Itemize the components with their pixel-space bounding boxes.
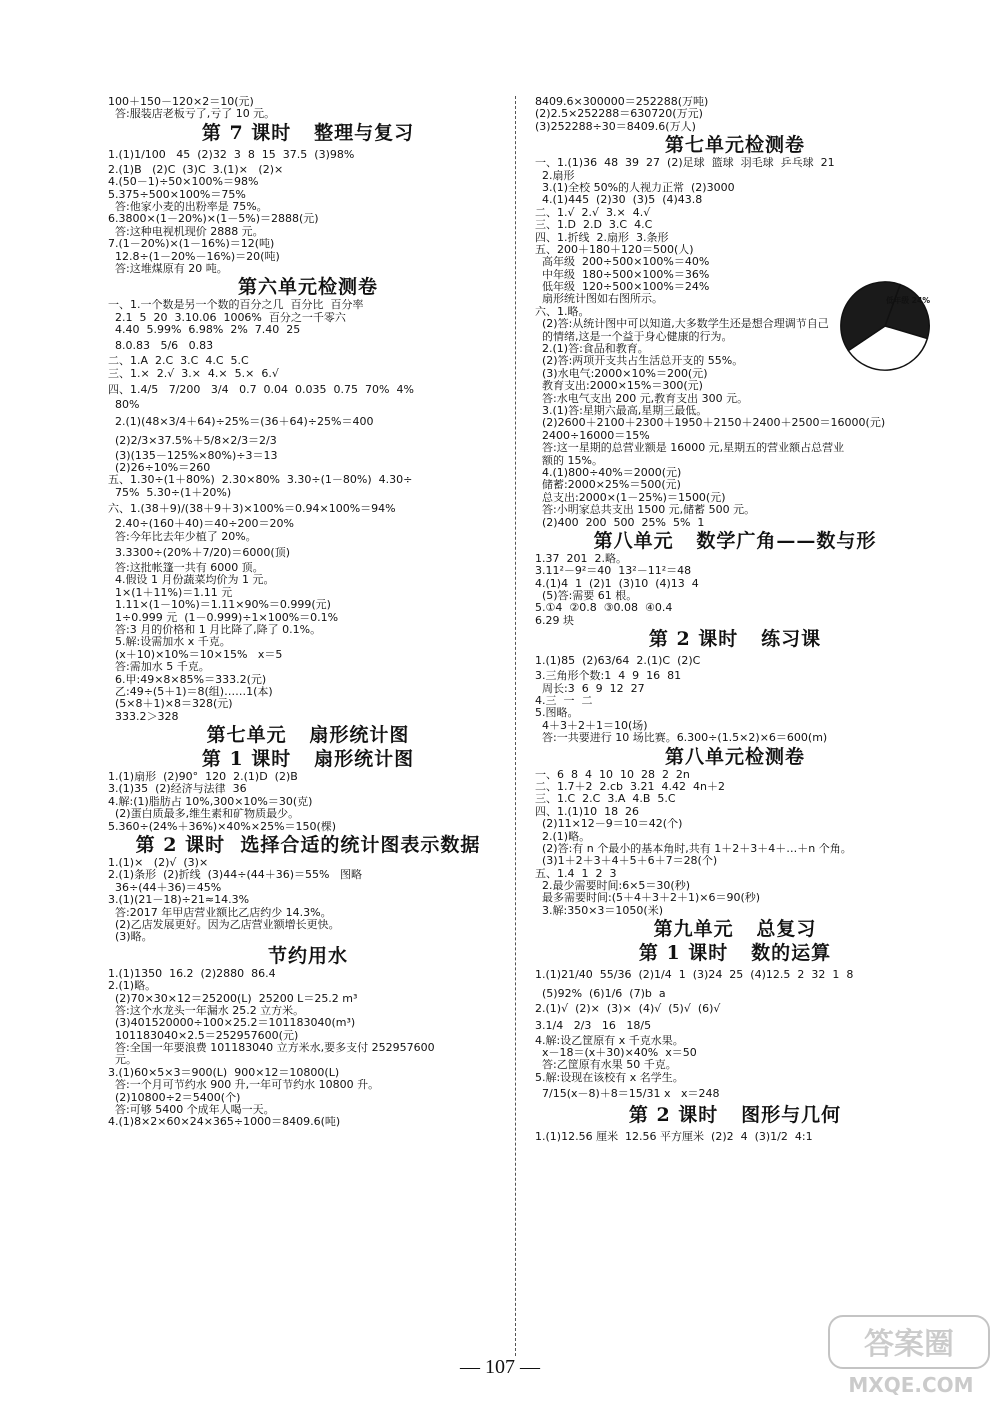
answer-line: 乙:49÷(5＋1)＝8(组)……1(本) (108, 685, 273, 698)
answer-line: 1×(1＋11%)＝1.11 元 (108, 586, 233, 599)
answer-line: 周长:3 6 9 12 27 (535, 682, 645, 695)
answer-line: (3)1＋2＋3＋4＋5＋6＋7＝28(个) (535, 855, 718, 868)
watermark-logo (825, 1310, 995, 1400)
answer-line: 二、1.√ 2.√ 3.× 4.√ (535, 206, 651, 219)
grade-pie-chart (837, 278, 933, 374)
section-heading: 第七单元检测卷 (664, 134, 805, 157)
answer-line: 3.(1)35 (2)经济与法律 36 (108, 783, 247, 796)
answer-line: (3)略。 (108, 931, 153, 944)
answer-line: (5)92% (6)1/6 (7)b a (535, 987, 666, 1001)
answer-line: 333.2＞328 (108, 710, 179, 723)
answer-line: 答:这批帐篷一共有 6000 顶。 (108, 561, 264, 574)
answer-line: 2.最少需要时间:6×5＝30(秒) (535, 880, 690, 893)
answer-line: 75% 5.30÷(1＋20%) (108, 486, 232, 499)
answer-line: 2.(1)(48×3/4＋64)÷25%＝(36＋64)÷25%＝400 (108, 414, 374, 428)
answer-line: 6.29 块 (535, 614, 574, 627)
section-heading: 第 1 课时 扇形统计图 (201, 748, 415, 771)
answer-line: 100＋150－120×2＝10(元) (108, 96, 254, 108)
answer-line: 5.360÷(24%＋36%)×40%×25%＝150(棵) (108, 820, 337, 833)
answer-line: (x＋10)×10%＝10×15% x＝5 (108, 648, 283, 661)
answer-line: 1.(1)21/40 55/36 (2)1/4 1 (3)24 25 (4)12.5 2 32 1 8 (535, 968, 854, 982)
answer-line: 3.(1)答:星期六最高,星期三最低。 (535, 404, 708, 417)
answer-line: 5.图略。 (535, 707, 579, 720)
answer-line: 8409.6×300000＝252288(万吨) (535, 96, 709, 108)
page-number: — 107 — (460, 1356, 540, 1378)
answer-line: 12.8÷(1－20%－16%)＝20(吨) (108, 250, 280, 263)
answer-line: 4.假设 1 月份蔬菜均价为 1 元。 (108, 574, 275, 587)
answer-line: 4＋3＋2＋1＝10(场) (535, 719, 648, 732)
answer-line: 4.(1)800÷40%＝2000(元) (535, 466, 682, 479)
answer-line: 1.(1)85 (2)63/64 2.(1)C (2)C (535, 654, 701, 668)
section-heading: 第七单元 扇形统计图 (206, 724, 410, 747)
answer-line: 扇形统计图如右图所示。 (535, 293, 663, 306)
answer-line: 5.①4 ②0.8 ③0.08 ④0.4 (535, 602, 673, 615)
answer-line: 三、1.D 2.D 3.C 4.C (535, 219, 653, 232)
answer-line: x－18＝(x＋30)×40% x＝50 (535, 1047, 697, 1060)
answer-line: (3)401520000÷100×25.2＝101183040(m³) (108, 1017, 356, 1030)
answer-line: 答:需加水 5 千克。 (108, 661, 210, 674)
section-heading: 第 2 课时 练习课 (648, 628, 822, 651)
answer-line: 总支出:2000×(1－25%)＝1500(元) (535, 491, 726, 504)
section-heading: 第 2 课时 图形与几何 (628, 1104, 842, 1127)
answer-line: 2.(1)B (2)C (3)C 3.(1)× (2)× (108, 163, 284, 176)
answer-line: 4.解:设乙筐原有 x 千克水果。 (535, 1034, 684, 1047)
answer-line: 五、1.30÷(1＋80%) 2.30×80% 3.30÷(1－80%) 4.30÷ (108, 474, 413, 487)
right-column (535, 96, 935, 1146)
answer-line: 答:乙筐原有水果 50 千克。 (535, 1059, 677, 1072)
watermark-text: 答案圈 (864, 1327, 954, 1362)
answer-line: 答:这一星期的总营业额是 16000 元,星期五的营业额占总营业 (535, 442, 845, 455)
answer-line: (2)70×30×12＝25200(L) 25200 L＝25.2 m³ (108, 992, 358, 1005)
answer-line: 答:水电气支出 200 元,教育支出 300 元。 (535, 392, 749, 405)
answer-line: 4.(1)8×2×60×24×365÷1000＝8409.6(吨) (108, 1116, 341, 1129)
answer-line: (2)2600＋2100＋2300＋1950＋2150＋2400＋2500＝16000(元) (535, 417, 886, 430)
answer-line: 教育支出:2000×15%＝300(元) (535, 380, 703, 393)
answer-line: 答:这个水龙头一年漏水 25.2 立方米。 (108, 1004, 305, 1017)
answer-line: 一、1.(1)36 48 39 27 (2)足球 篮球 羽毛球 乒乓球 21 (535, 157, 835, 170)
answer-line: (2)2.5×252288＝630720(万元) (535, 108, 703, 121)
section-heading: 第 1 课时 数的运算 (638, 942, 832, 965)
answer-line: 答:全国一年要浪费 101183040 立方米水,要多支付 252957600 (108, 1042, 435, 1055)
answer-line: 三、1.× 2.√ 3.× 4.× 5.× 6.√ (108, 367, 279, 380)
answer-line: 三、1.C 2.C 3.A 4.B 5.C (535, 793, 676, 806)
answer-line: 额的 15%。 (535, 454, 603, 467)
answer-line: 2.(1)√ (2)× (3)× (4)√ (5)√ (6)√ (535, 1003, 721, 1016)
section-heading: 第九单元 总复习 (653, 918, 817, 941)
answer-line: 答:今年比去年少植了 20%。 (108, 530, 257, 543)
answer-line: 六、1.略。 (535, 305, 590, 318)
answer-line: 五、200＋180＋120＝500(人) (535, 243, 694, 256)
answer-line: 四、1.折线 2.扇形 3.条形 (535, 231, 669, 244)
answer-line: 答:可够 5400 个成年人喝一天。 (108, 1104, 275, 1117)
answer-line: (2)26÷10%＝260 (108, 462, 211, 475)
column-divider (515, 96, 516, 1356)
answer-line: 1÷0.999 元 (1－0.999)÷1×100%＝0.1% (108, 611, 339, 624)
answer-line: 36÷(44＋36)＝45% (108, 881, 222, 894)
answer-line: (3)水电气:2000×10%＝200(元) (535, 367, 708, 380)
answer-line: 6.甲:49×8×85%＝333.2(元) (108, 673, 267, 686)
answer-line: 答:他家小麦的出粉率是 75%。 (108, 200, 268, 213)
answer-line: 7/15(x－8)＋8＝15/31 x x＝248 (535, 1087, 720, 1101)
answer-line: 1.(1)× (2)√ (3)× (108, 857, 209, 870)
answer-line: 3.11²－9²＝40 13²－11²＝48 (535, 565, 692, 578)
answer-line: 4.(50－1)÷50×100%＝98% (108, 176, 259, 189)
pie-label-high: 高年级 40% (878, 342, 923, 352)
answer-line: 1.(1)1350 16.2 (2)2880 86.4 (108, 967, 276, 980)
answer-line: 1.(1)扇形 (2)90° 120 2.(1)D (2)B (108, 771, 298, 784)
watermark-domain: MXQE.COM (848, 1373, 974, 1397)
answer-line: 4.(1)4 1 (2)1 (3)10 (4)13 4 (535, 577, 699, 590)
answer-line: 答:3 月的价格和 1 月比降了,降了 0.1%。 (108, 623, 322, 636)
answer-line: 8.0.83 5/6 0.83̇ (108, 339, 214, 353)
answer-line: (2)答:两项开支共占生活总开支的 55%。 (535, 355, 744, 368)
answer-line: 2.1 5 20 3.10.06 1006% 百分之一千零六 (108, 311, 346, 324)
answer-line: 四、1.(1)10 18 26 (535, 805, 640, 818)
answer-line: 6.3800×(1－20%)×(1－5%)＝2888(元) (108, 213, 319, 226)
answer-line: (2)400 200 500 25% 5% 1 (535, 516, 705, 529)
answer-line: (2)11×12－9＝10＝42(个) (535, 818, 683, 831)
answer-line: 一、6 8 4 10 10 28 2 2n (535, 768, 690, 781)
answer-line: 3.解:350×3＝1050(米) (535, 904, 663, 917)
answer-line: 四、1.4/5 7/200 3/4 0.7 0.04 0.035 0.75 70% 4% (108, 383, 414, 397)
answer-line: 答:一共要进行 10 场比赛。6.300÷(1.5×2)×6＝600(m) (535, 732, 828, 745)
answer-line: 1.11×(1－10%)＝1.11×90%＝0.999(元) (108, 599, 331, 612)
answer-line: 3.(1)(21－18)÷21≈14.3% (108, 894, 250, 907)
answer-line: 2400÷16000＝15% (535, 429, 650, 442)
answer-line: 101183040×2.5＝252957600(元) (108, 1029, 299, 1042)
answer-line: 2.(1)答:食品和教育。 (535, 343, 649, 356)
answer-line: 答:这堆煤原有 20 吨。 (108, 262, 228, 275)
answer-line: 4.40 5.99% 6.98% 2% 7.40 25 (108, 324, 301, 337)
answer-line: 高年级 200÷500×100%＝40% (535, 256, 710, 269)
answer-line: 元。 (108, 1054, 137, 1067)
answer-line: 六、1.(38＋9)/(38＋9＋3)×100%＝0.94×100%＝94% (108, 502, 396, 516)
answer-line: (2)答:有 n 个最小的基本角时,共有 1＋2＋3＋4＋…＋n 个角。 (535, 842, 852, 855)
answer-line: 答:一个月可节约水 900 升,一年可节约水 10800 升。 (108, 1079, 380, 1092)
answer-line: 二、1.A 2.C 3.C 4.C 5.C (108, 355, 249, 368)
section-heading: 第 7 课时 整理与复习 (201, 121, 415, 144)
answer-line: 中年级 180÷500×100%＝36% (535, 268, 710, 281)
section-heading: 第 2 课时 选择合适的统计图表示数据 (135, 834, 481, 857)
answer-line: 答:这种电视机现价 2888 元。 (108, 225, 264, 238)
answer-line: 5.解:设需加水 x 千克。 (108, 636, 231, 649)
answer-line: 80% (108, 399, 140, 412)
answer-line: 2.(1)条形 (2)折线 (3)44÷(44＋36)＝55% 图略 (108, 869, 362, 882)
left-column (108, 96, 508, 1129)
answer-line: 5.解:设现在该校有 x 名学生。 (535, 1071, 684, 1084)
answer-line: (2)乙店发展更好。因为乙店营业额增长更快。 (108, 918, 340, 931)
answer-line: (3)252288÷30＝8409.6(万人) (535, 120, 696, 133)
section-heading: 第六单元检测卷 (237, 276, 378, 299)
answer-line: 7.(1－20%)×(1－16%)＝12(吨) (108, 238, 275, 251)
answer-line: (3)(135－125%×80%)÷3＝13 (108, 449, 278, 462)
answer-line: (5)答:需要 61 根。 (535, 590, 638, 603)
answer-line: (2)2/3×37.5%＋5/8×2/3＝2/3 (108, 433, 277, 447)
answer-line: 的情绪,这是一个益于身心健康的行为。 (535, 330, 733, 343)
answer-line: 答:服装店老板亏了,亏了 10 元。 (108, 108, 276, 121)
answer-line: 五、1.4 1 2 3 (535, 867, 617, 880)
answer-line: (2)10800÷2＝5400(个) (108, 1091, 241, 1104)
section-heading: 第八单元检测卷 (664, 745, 805, 768)
answer-line: 3.3300÷(20%＋7/20)＝6000(顶) (108, 545, 291, 559)
answer-line: 3.1/4 2/3 16 18/5 (535, 1018, 652, 1032)
answer-line: 2.(1)略。 (535, 830, 591, 843)
answer-line: 低年级 120÷500×100%＝24% (535, 281, 710, 294)
answer-line: 储蓄:2000×25%＝500(元) (535, 479, 681, 492)
section-heading: 节约用水 (267, 944, 348, 967)
answer-line: 1.(1)12.56 厘米 12.56 平方厘米 (2)2 4 (3)1/2 4:1 (535, 1130, 813, 1144)
answer-line: 一、1.一个数是另一个数的百分之几 百分比 百分率 (108, 299, 364, 312)
answer-line: 4.三 一 二 (535, 695, 593, 708)
answer-line: 1.37 201 2.略。 (535, 552, 627, 565)
answer-line: 答:小明家总共支出 1500 元,储蓄 500 元。 (535, 504, 756, 517)
answer-line: 1.(1)1/100 45 (2)32 3 8 15 37.5 (3)98% (108, 147, 355, 161)
answer-line: 5.375÷500×100%＝75% (108, 188, 246, 201)
answer-line: 3.(1)60×5×3＝900(L) 900×12＝10800(L) (108, 1066, 340, 1079)
section-heading: 第八单元 数学广角——数与形 (593, 529, 877, 552)
answer-line: 4.(1)445 (2)30 (3)5 (4)43.8 (535, 194, 703, 207)
answer-line: 2.扇形 (535, 169, 575, 182)
answer-line: 答:2017 年甲店营业额比乙店约少 14.3%。 (108, 906, 332, 919)
answer-line: 3.三角形个数:1 4 9 16 81 (535, 670, 682, 683)
pie-label-low: 低年级 24% (886, 295, 931, 305)
answer-line: 2.(1)略。 (108, 980, 157, 993)
answer-line: (5×8＋1)×8＝328(元) (108, 698, 233, 711)
answer-line: (2)答:从统计图中可以知道,大多数学生还是想合理调节自己 (535, 318, 829, 331)
answer-line: 最多需要时间:(5＋4＋3＋2＋1)×6＝90(秒) (535, 892, 761, 905)
answer-line: 二、1.7＋2 2.cb 3.21 4.42 4n＋2 (535, 780, 725, 793)
answer-line: 3.(1)全校 50%的人视力正常 (2)3000 (535, 181, 735, 194)
answer-line: 4.解:(1)脂肪占 10%,300×10%＝30(克) (108, 795, 313, 808)
answer-line: (2)蛋白质最多,维生素和矿物质最少。 (108, 808, 300, 821)
answer-line: 2.40÷(160＋40)＝40÷200＝20% (108, 518, 294, 531)
